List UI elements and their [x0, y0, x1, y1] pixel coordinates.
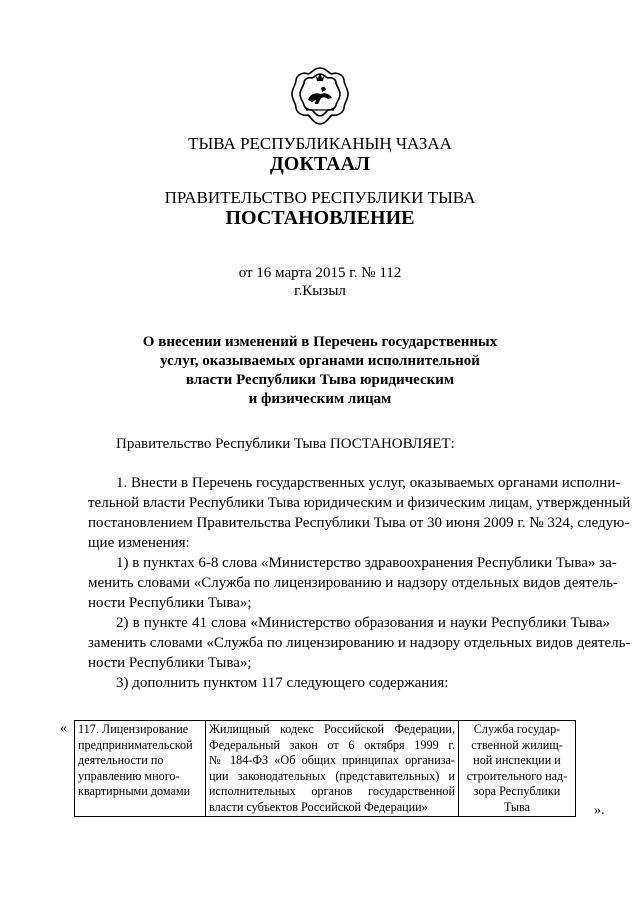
title-line: и физическим лицам: [248, 391, 392, 407]
cell-line: зора Республики: [473, 784, 561, 798]
paragraph-line: ности Республики Тыва»;: [88, 655, 252, 671]
cell-line: Жилищный кодекс Российской Федерации,: [209, 722, 455, 736]
header-tuvan-government: ТЫВА РЕСПУБЛИКАНЫҢ ЧАЗАА: [188, 134, 452, 153]
cell-line: № 184-ФЗ «Об общих принципах организа-: [209, 753, 455, 767]
header-tuvan-decree: ДОКТААЛ: [270, 153, 370, 175]
table-row: [75, 721, 576, 817]
cell-line: исполнительных органов государственной: [209, 784, 455, 798]
subitem-2: [88, 613, 631, 673]
cell-line: строительного над-: [466, 768, 568, 783]
paragraph-line: тельной власти Республики Тыва юридическим и физическим лицам, утвержденный: [88, 495, 631, 511]
coat-of-arms-icon: [288, 64, 352, 128]
cell-line: ции законодательных (представительных) и: [209, 768, 455, 783]
paragraph-line: ности Республики Тыва»;: [88, 595, 252, 611]
document-city: г.Кызыл: [294, 283, 346, 299]
cell-line: Тыва: [503, 799, 531, 814]
table-cell-legal-basis: [206, 721, 459, 817]
table-cell-service: [75, 721, 206, 817]
paragraph-line: заменить словами «Служба по лицензированию и надзору отдельных видов деятель-: [88, 635, 631, 651]
cell-line: деятельности по: [78, 753, 164, 767]
closing-quote: ».: [594, 803, 605, 818]
cell-line: ной инспекции и: [473, 753, 561, 767]
table-cell-authority: [459, 721, 576, 817]
paragraph-line: менить словами «Служба по лицензированию и надзору отдельных видов деятель-: [88, 575, 618, 591]
header-government: ПРАВИТЕЛЬСТВО РЕСПУБЛИКИ ТЫВА: [164, 188, 476, 207]
cell-line: квартирными домами: [78, 784, 191, 798]
paragraph-line: 1. Внести в Перечень государственных услуг, оказываемых органами исполни-: [116, 475, 621, 491]
document-date: от 16 марта 2015 г. № 112: [238, 265, 402, 281]
cell-line: ственной жилищ-: [471, 737, 563, 752]
paragraph-line: постановлением Правительства Республики Тыва от 30 июня 2009 г. № 324, следую-: [88, 515, 630, 531]
document-title: [120, 333, 520, 409]
preamble: Правительство Республики Тыва ПОСТАНОВЛЯЕТ:: [116, 436, 455, 452]
title-line: услуг, оказываемых органами исполнительной: [160, 353, 480, 369]
header-decree: ПОСТАНОВЛЕНИЕ: [225, 207, 415, 229]
subitem-1: [88, 553, 618, 613]
title-line: власти Республики Тыва юридическим: [185, 372, 455, 388]
cell-line: предпринимательской: [78, 737, 193, 752]
paragraph-line: 2) в пункте 41 слова «Министерство образования и науки Республики Тыва»: [116, 615, 610, 631]
cell-line: управлению много-: [78, 768, 180, 783]
paragraph-line: щие изменения:: [88, 535, 190, 551]
cell-line: власти субъектов Российской Федерации»: [209, 799, 428, 814]
item-117-table: [74, 720, 576, 817]
cell-line: 117. Лицензирование: [78, 722, 189, 736]
opening-quote: «: [60, 721, 67, 736]
cell-line: Федеральный закон от 6 октября 1999 г.: [209, 737, 455, 752]
subitem-3: 3) дополнить пунктом 117 следующего содержания:: [116, 675, 449, 691]
cell-line: Служба государ-: [473, 722, 561, 736]
paragraph-line: 1) в пунктах 6-8 слова «Министерство здравоохранения Республики Тыва» за-: [116, 555, 617, 571]
title-line: О внесении изменений в Перечень государственных: [142, 334, 498, 350]
item-1: [88, 473, 631, 553]
